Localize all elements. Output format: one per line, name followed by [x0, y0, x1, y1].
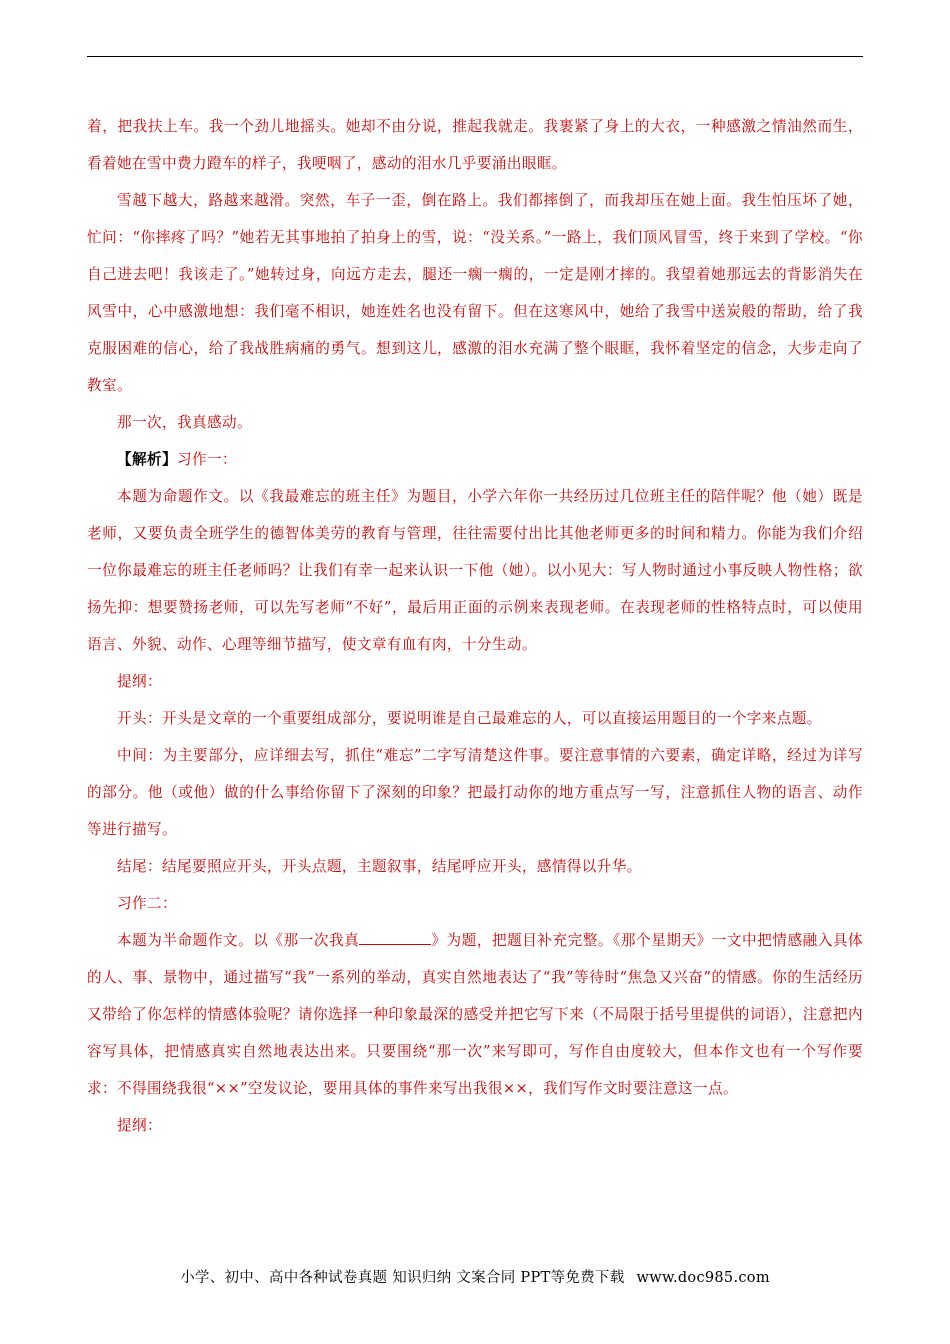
outline-middle: 中间：为主要部分，应详细去写，抓住“难忘”二字写清楚这件事。要注意事情的六要素，确定详略，经过为详写的部分。他（或他）做的什么事给你留下了深刻的印象？把最打动你的地方重点写一写，注意抓住人物的语言、动作等进行描写。 — [87, 747, 863, 838]
outline-label-1: 提纲： — [117, 673, 162, 690]
paragraph-essay1-analysis: 本题为命题作文。以《我最难忘的班主任》为题目，小学六年你一共经历过几位班主任的陪伴呢？他（她）既是老师，又要负责全班学生的德智体美劳的教育与管理，往往需要付出比其他老师更多的时间和精力。你能为我们介绍一位你最难忘的班主任老师吗？让我们有幸一起来认识一下他（她）。以小见大：写人物时通过小事反映人物性格；欲扬先抑：想要赞扬老师，可以先写老师“不好”，最后用正面的示例来表现老师。在表现老师的性格特点时，可以使用语言、外貌、动作、心理等细节描写，使文章有血有肉，十分生动。 — [87, 488, 863, 653]
title-blank-line — [359, 930, 431, 945]
paragraph-story-continuation: 着，把我扶上车。我一个劲儿地摇头。她却不由分说，推起我就走。我裹紧了身上的大衣，一种感激之情油然而生，看着她在雪中费力蹬车的样子，我哽咽了，感动的泪水几乎要涌出眼眶。 — [87, 118, 863, 172]
paragraph-conclusion: 那一次，我真感动。 — [117, 414, 252, 431]
header-rule — [87, 56, 863, 57]
analysis-subheading: 习作一： — [176, 451, 237, 468]
essay2-text-after: 》为题，把题目补充完整。《那个星期天》一文中把情感融入具体的人、事、景物中，通过描写“我”一系列的举动，真实自然地表达了“我”等待时“焦急又兴奋”的情感。你的生活经历又带给了你怎样的情感体验呢？请你选择一种印象最深的感受并把它写下来（不局限于括号里提供的词语），注意把内容写具体，把情感真实自然地表达出来。只要围绕“那一次”来写即可，写作自由度较大，但本作文也有一个写作要求：不得围绕我很“××”空发议论，要用具体的事件来写出我很××，我们写作文时要注意这一点。 — [87, 932, 864, 1097]
outline-ending: 结尾：结尾要照应开头，开头点题，主题叙事，结尾呼应开头，感情得以升华。 — [117, 858, 642, 875]
page-footer — [0, 1266, 950, 1287]
footer-text: 小学、初中、高中各种试卷真题 知识归纳 文案合同 PPT等免费下载 — [180, 1270, 625, 1286]
outline-opening: 开头：开头是文章的一个重要组成部分，要说明谁是自己最难忘的人，可以直接运用题目的一个字来点题。 — [117, 710, 822, 727]
analysis-heading — [87, 441, 863, 478]
essay2-text-before: 本题为半命题作文。以《那一次我真 — [117, 932, 360, 949]
paragraph-snow-story: 雪越下越大，路越来越滑。突然，车子一歪，倒在路上。我们都摔倒了，而我却压在她上面。我生怕压坏了她，忙问：“你摔疼了吗？”她若无其事地拍了拍身上的雪，说：“没关系。”一路上，我们顶风冒雪，终于来到了学校。“你自己进去吧！我该走了。”她转过身，向远方走去，腿还一瘸一瘸的，一定是刚才摔的。我望着她那远去的背影消失在风雪中，心中感激地想：我们毫不相识，她连姓名也没有留下。但在这寒风中，她给了我雪中送炭般的帮助，给了我克服困难的信心，给了我战胜病痛的勇气。想到这儿，感激的泪水充满了整个眼眶，我怀着坚定的信念，大步走向了教室。 — [87, 192, 863, 394]
outline-label-2: 提纲： — [117, 1117, 162, 1134]
document-body — [87, 108, 863, 1144]
paragraph-essay2-analysis — [87, 922, 863, 1107]
essay2-heading: 习作二： — [117, 895, 177, 912]
analysis-tag: 【解析】 — [117, 451, 177, 468]
footer-url[interactable]: www.doc985.com — [636, 1270, 770, 1286]
